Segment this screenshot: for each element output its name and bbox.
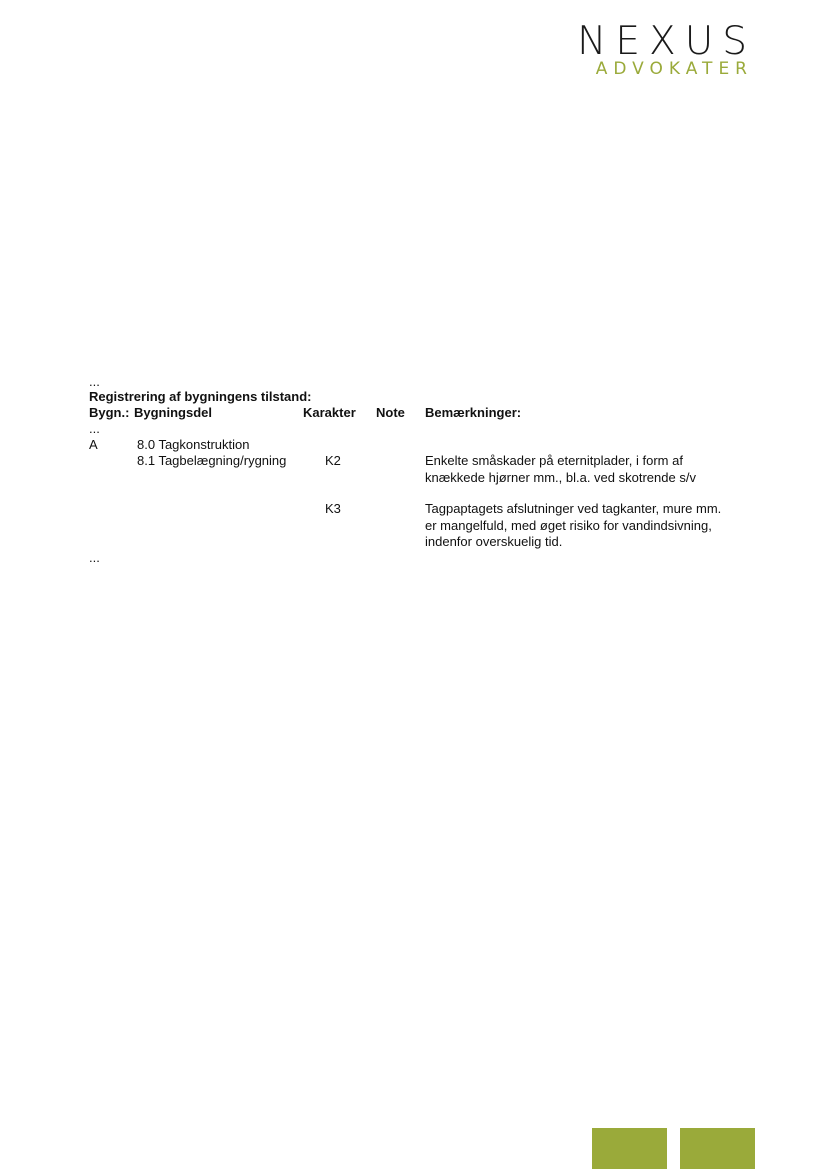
subsection-title: 8.1 Tagbelægning/rygning [137,453,287,468]
column-header-note: Note [376,405,405,420]
logo-wordmark: NEXUS [577,19,756,64]
column-header-bemaerkninger: Bemærkninger: [425,405,522,420]
remark-line: Tagpaptagets afslutninger ved tagkanter, mure mm. [425,501,722,516]
building-id: A [89,437,98,452]
ellipsis-mid: ... [89,421,100,436]
remark-line: knækkede hjørner mm., bl.a. ved skotrende s/v [425,470,696,485]
karakter-value: K2 [325,453,341,468]
footer-accent-block-left [592,1128,667,1169]
excerpt-heading: Registrering af bygningens tilstand: [89,389,312,404]
column-header-karakter: Karakter [303,405,356,420]
remark-line: Enkelte småskader på eternitplader, i form af [425,453,683,468]
section-title: 8.0 Tagkonstruktion [137,437,250,452]
remark-line: er mangelfuld, med øget risiko for vandindsivning, [425,518,712,533]
column-header-bygningsdel: Bygningsdel [134,405,213,420]
logo-subtitle: ADVOKATER [595,59,753,79]
footer-accent-block-right [680,1128,755,1169]
ellipsis-bottom: ... [89,550,100,565]
ellipsis-top: ... [89,374,100,389]
karakter-value: K3 [325,501,341,516]
column-header-bygn: Bygn.: [89,405,130,420]
remark-line: indenfor overskuelig tid. [425,534,563,549]
